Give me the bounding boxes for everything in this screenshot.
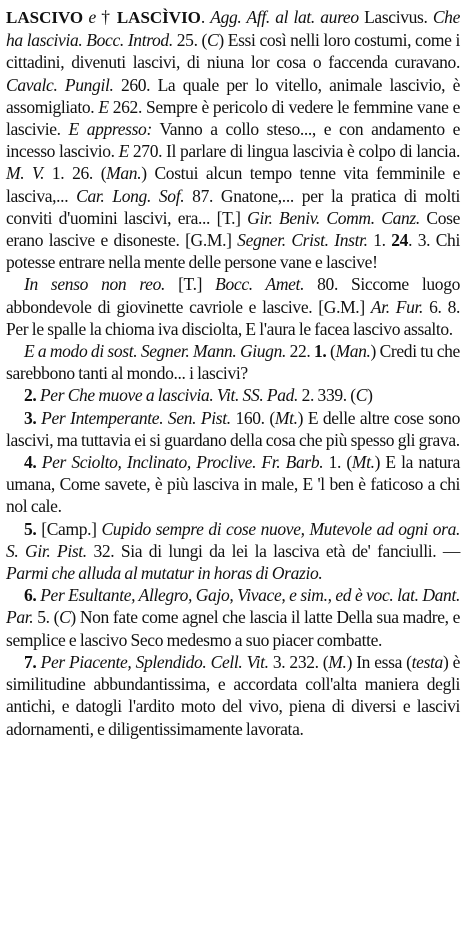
sense-sostantivo-paragraph [6,340,460,384]
text-run: C [59,607,71,628]
text-run: 2. [24,385,37,406]
text-run: 260. La quale per lo vitello, animale lascivio, è assomigliato. [6,74,460,117]
text-run: 25. ( [172,30,208,51]
text-run: 3. 232. ( [268,651,329,672]
text-run: Per Piacente, Splendido. Cell. Vit. [40,651,269,672]
text-run: 1. 26. ( [44,163,107,184]
text-run: Lascivus. [358,7,433,27]
text-run: ( [326,341,336,362]
text-run: E appresso: [68,119,152,140]
text-run: E a modo di sost. Segner. Mann. Giugn. [24,341,287,362]
text-run: M. [328,651,347,672]
text-run: Mt. [274,407,298,428]
text-run: ) è similitudine abbundantissima, e accordata coll'alta maniera degli antichi, e datogli l'ardito moto del vivo, piena di diversi e lascivi adornamenti, e diligentissimamente lavorata. [6,651,461,739]
text-run: LASCÌVIO [116,8,201,27]
text-run: Per Sciolto, Inclinato, Proclive. Fr. Barb. [41,452,324,473]
text-run: 87. Gnatone,... per la pratica di molti conviti d'uomini lascivi, era... [T.] [6,185,460,228]
text-run: ) In essa ( [346,651,412,672]
text-run: [Camp.] [36,518,102,539]
text-run: Mt. [351,452,375,473]
text-run: LASCIVO [6,8,84,27]
text-run: 262. Sempre è pericolo di vedere le femmine vane e lascivie. [6,96,460,140]
sense-3-paragraph [6,407,460,451]
text-run: ) Essi così nelli loro costumi, come i cittadini, divenuti lascivi, di niuna lor cosa o faccenda curavano. [6,30,460,73]
sense-5-paragraph [6,518,460,585]
text-run: 6. [24,585,37,606]
text-run: Parmi che alluda al mutatur in horas di Orazio. [6,563,323,584]
text-run: 4. [24,452,37,473]
sense-6-paragraph [6,584,460,651]
text-run: Man. [106,163,142,184]
text-run: 7. [24,651,37,672]
text-run: E [98,96,109,117]
text-run: 22. [286,341,314,362]
text-run: C [207,30,219,51]
text-run: Cupido sempre di cose nuove, Mutevole ad ogni ora. S. Gir. Pist. [6,518,461,561]
text-run: Cavalc. Pungil. [6,74,114,95]
text-run: testa [411,651,443,672]
text-run: ) Costui alcun tempo tenne vita femminile e lasciva,... [6,163,461,206]
text-run: 1. ( [323,452,352,473]
text-run: e [83,7,102,27]
text-run: 5. ( [33,607,60,628]
text-run: ) E la natura umana, Come savete, è più lasciva in male, E 'l ben è faticoso a chi nol cale. [6,452,461,517]
text-run: Gir. Beniv. Comm. Canz. [247,207,420,228]
text-run: 160. ( [230,407,275,428]
text-run: ) E delle altre cose sono lascivi, ma tuttavia ei si guardano della cosa che più spesso gli grava. [6,407,460,450]
text-run: C [355,385,368,406]
text-run: . [200,7,211,27]
text-run: Man. [335,341,371,362]
sense-2-paragraph [6,384,460,406]
text-run: Per Esultante, Allegro, Gajo, Vivace, e sim., ed è voc. lat. Dant. Par. [6,585,460,628]
text-run: 80. Siccome luogo abbondevole di giovinette cavriole e lascive. [G.M.] [6,274,460,317]
text-run: Vanno a collo steso..., e con andamento e incesso lascivio. [6,119,460,162]
text-run: E [118,141,129,162]
text-run: Segner. Crist. Instr. [237,230,368,251]
sense-7-paragraph [6,651,460,740]
text-run: 32. Sia di lungi da lei la lasciva età de' fanciulli. — [86,540,461,561]
text-run: In senso non reo. [24,274,166,295]
sense-4-paragraph [6,451,460,518]
text-run: † [101,7,117,27]
text-run: Che ha lascivia. Bocc. Introd. [6,7,460,51]
text-run: 270. Il parlare di lingua lascivia è colpo di lancia. [128,141,461,162]
text-run: . 3. Chi potesse entrare nella mente delle persone vane e lascive! [6,230,460,273]
text-run: 2. 339. ( [298,385,356,406]
text-run: Car. Long. Sof. [76,185,185,206]
text-run: Cose erano lascive e disoneste. [G.M.] [6,207,460,251]
text-run: [T.] [165,274,216,295]
text-run: Per Intemperante. Sen. Pist. [41,407,231,428]
text-run: Ar. Fur. [370,296,424,317]
text-run: 5. [24,518,37,539]
text-run: ) Credi tu che sarebbono tanti al mondo... i lascivi? [6,341,460,384]
text-run: M. V. [6,163,45,184]
text-run: 24 [391,230,409,251]
text-run: 6. 8. Per le spalle la chioma iva disciolta, E l'aura le facea lascivo assalto. [6,296,461,339]
sense-non-reo-paragraph [6,273,460,340]
text-run: Per Che muove a lascivia. Vit. SS. Pad. [39,385,299,406]
entry-headword-paragraph [6,6,460,273]
text-run: Agg. Aff. al lat. aureo [210,7,359,27]
text-run: ) [367,385,373,406]
text-run: Bocc. Amet. [215,274,305,295]
text-run: 1. [313,341,327,362]
text-run: 1. [367,230,392,251]
text-run: 3. [24,407,37,428]
text-run: ) Non fate come agnel che lascia il latte Della sua madre, e semplice e lascivo Seco medesmo a suo piacer combatte. [6,607,460,650]
